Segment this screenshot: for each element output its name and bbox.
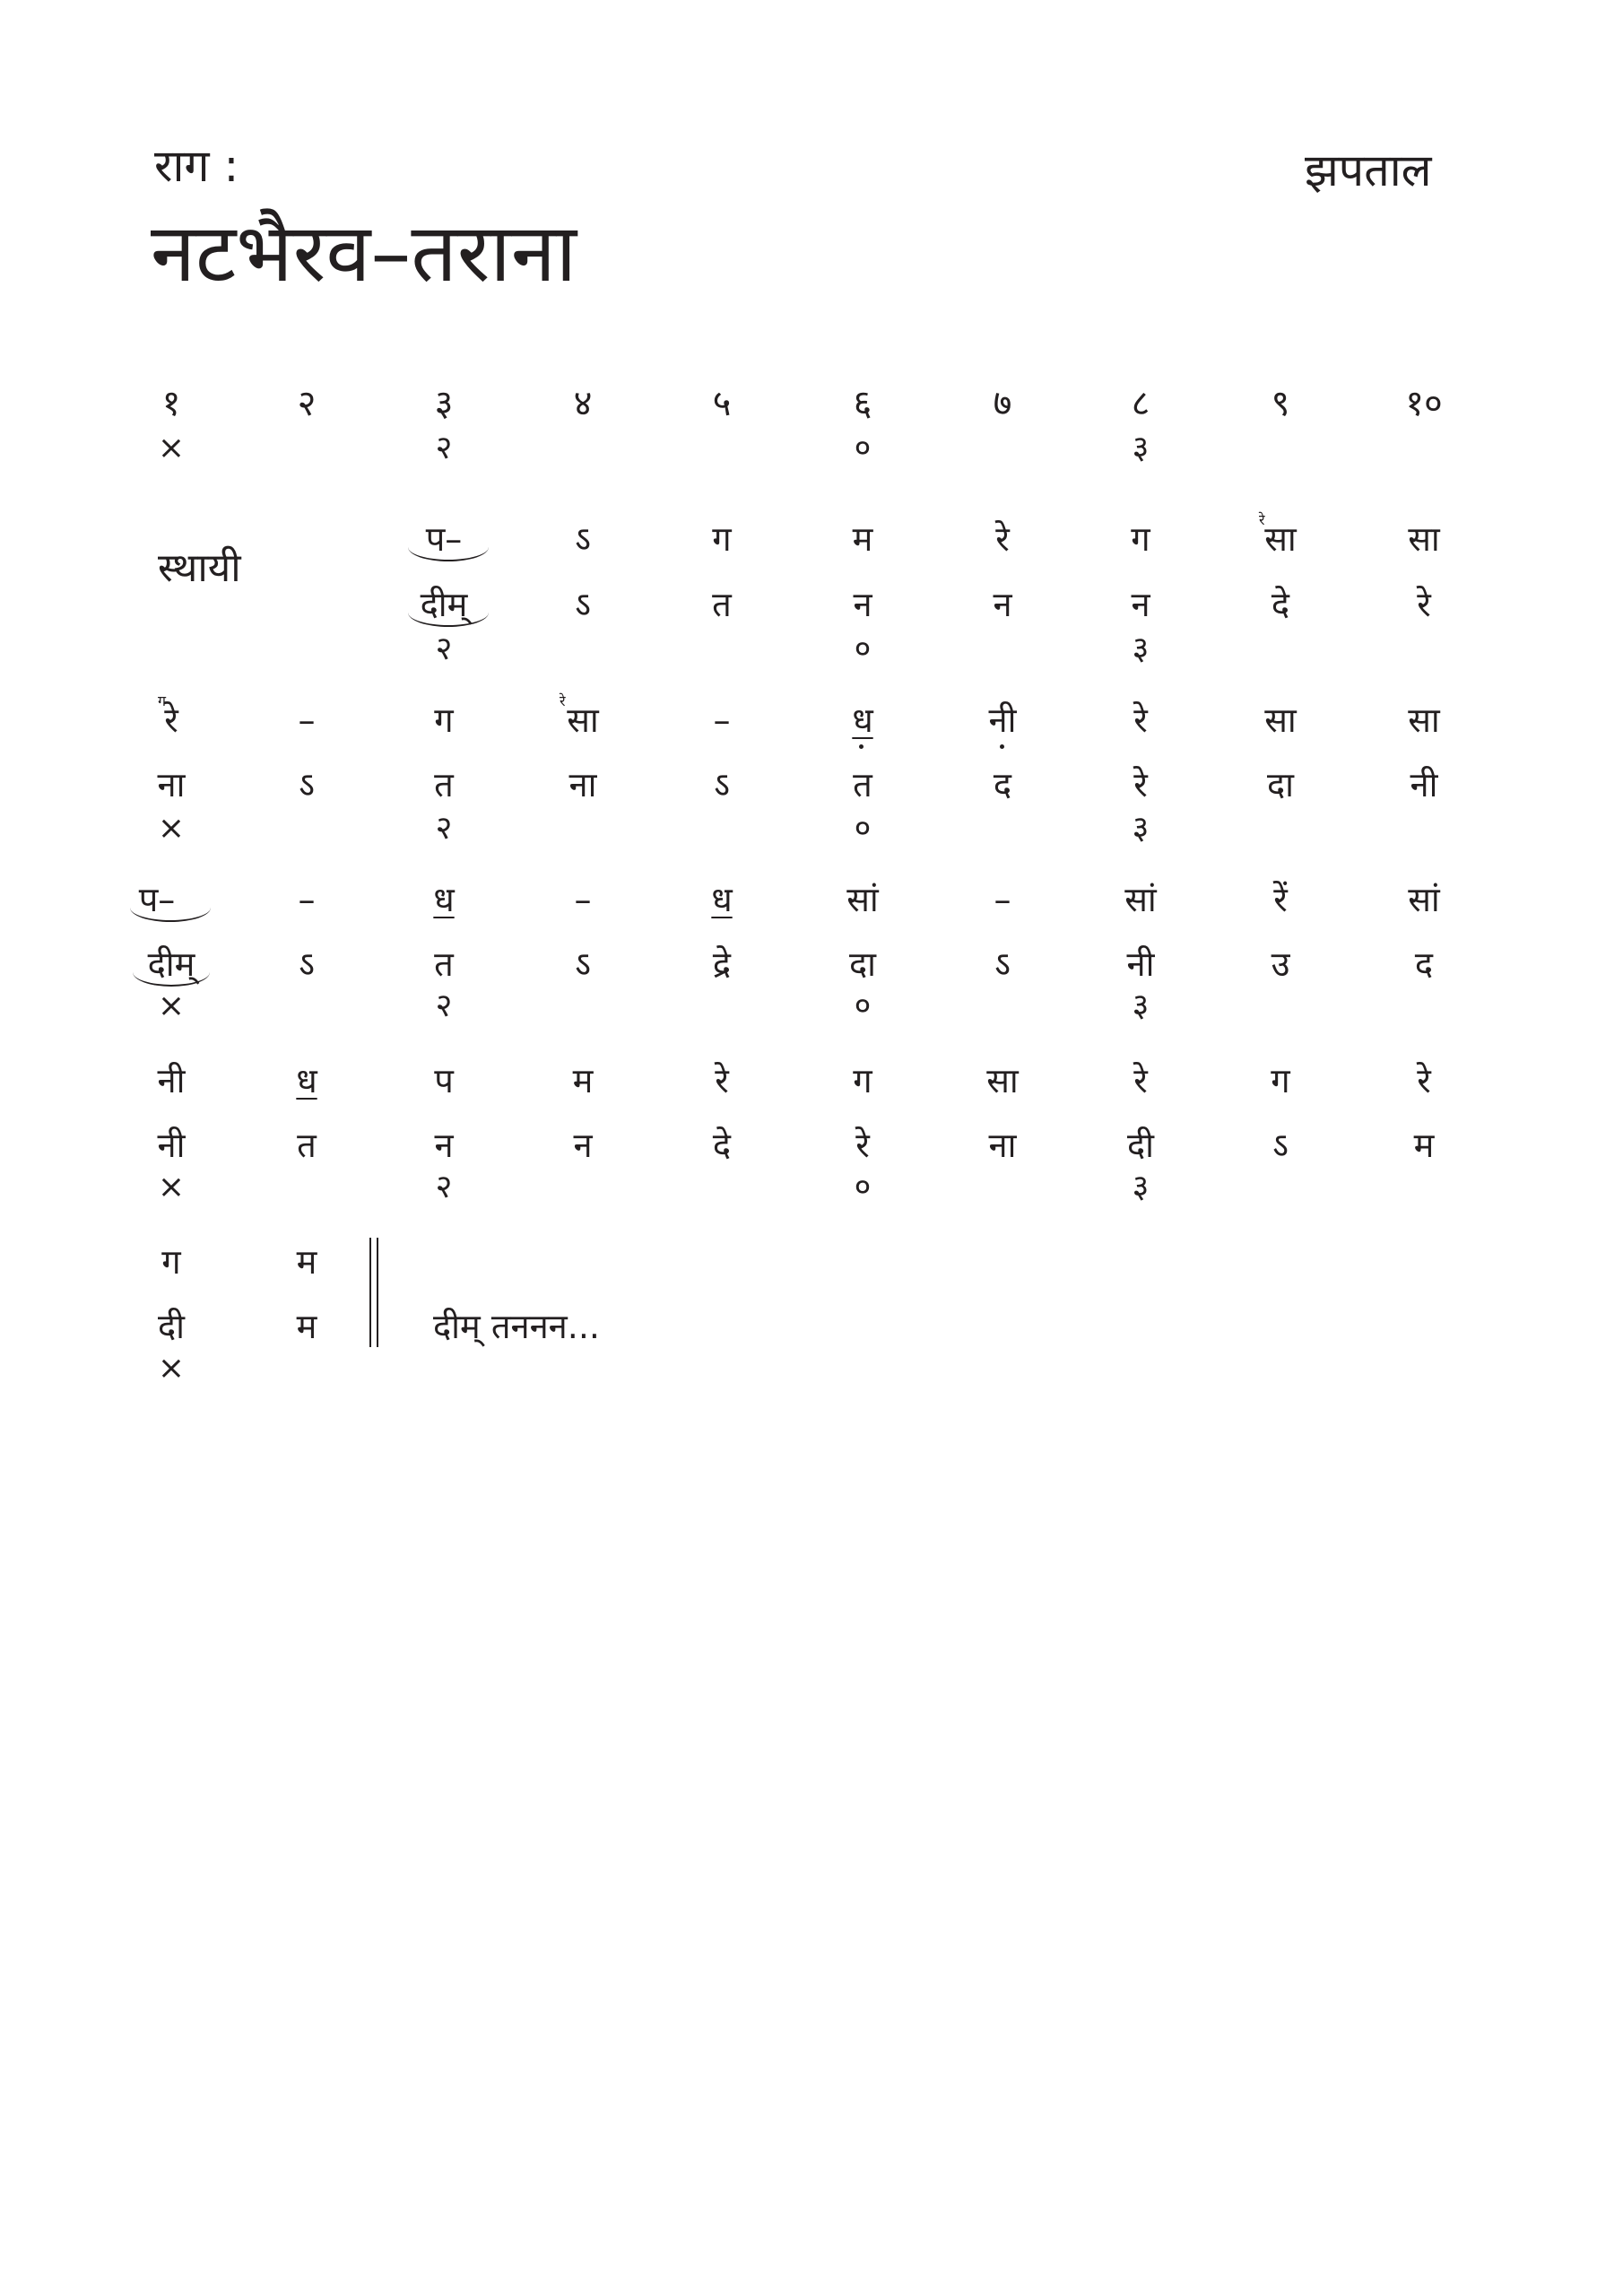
swar-note: ऽ	[575, 519, 591, 559]
swar-note: सां	[846, 880, 879, 919]
bol-syllable: रे	[855, 1126, 870, 1165]
swar-note-komal: ध	[296, 1061, 317, 1100]
swar-note: प–	[138, 880, 176, 919]
bol-syllable: रे	[1133, 765, 1148, 804]
swar-note: प–	[425, 519, 463, 559]
swar-note: रें	[1273, 880, 1288, 919]
swar-note: रे	[995, 519, 1010, 559]
swar-note: –	[994, 880, 1011, 919]
beat-number: ७	[993, 383, 1012, 424]
swar-note: नी	[157, 1061, 186, 1100]
swar-note: ग	[434, 700, 454, 740]
bol-syllable: ऽ	[1272, 1126, 1289, 1165]
bol-syllable: द्रे	[712, 944, 732, 984]
swar-note: सा	[567, 700, 599, 740]
taali-mark: २	[435, 430, 453, 466]
swar-note: ग	[161, 1242, 181, 1282]
bol-syllable: नी	[1410, 765, 1438, 804]
bol-syllable: दा	[1266, 765, 1295, 804]
swar-note: नी	[988, 700, 1017, 740]
bol-syllable: त	[712, 585, 732, 624]
bol-syllable: न	[993, 585, 1012, 624]
raag-label: राग :	[154, 140, 239, 192]
swar-note-komal: ध	[433, 880, 455, 919]
beat-number: ३	[434, 383, 454, 424]
swar-note: म	[296, 1242, 317, 1282]
khali-mark: ०	[854, 631, 872, 667]
swar-note: सा	[1264, 700, 1297, 740]
bol-syllable: नी	[157, 1126, 186, 1165]
kan-swar: रे	[560, 692, 566, 709]
bol-syllable: ना	[988, 1126, 1017, 1165]
swar-note: ग	[1131, 519, 1150, 559]
bol-syllable: न	[853, 585, 872, 624]
taali-mark: ३	[1132, 1169, 1150, 1205]
beat-number: १	[161, 383, 181, 424]
swar-note: रे	[1417, 1061, 1431, 1100]
swar-note: म	[852, 519, 873, 559]
bol-syllable: द	[993, 765, 1012, 804]
swar-note: –	[574, 880, 592, 919]
taal-name: झपताल	[1305, 144, 1432, 196]
beat-number: ९	[1271, 383, 1290, 424]
swar-note: रे	[715, 1061, 729, 1100]
taali-mark: ३	[1132, 631, 1150, 667]
bol-syllable: ऽ	[575, 944, 591, 984]
swar-note: –	[713, 700, 731, 740]
sam-mark: ×	[157, 1350, 186, 1387]
swar-note: सा	[1408, 519, 1440, 559]
swar-note: ग	[1271, 1061, 1290, 1100]
bol-syllable: दे	[712, 1126, 732, 1165]
khali-mark: ०	[854, 810, 872, 847]
bol-syllable: दीम्	[420, 585, 468, 624]
swar-note: –	[298, 700, 316, 740]
bol-syllable: रे	[1417, 585, 1431, 624]
bol-syllable: त	[434, 765, 454, 804]
taali-mark: ३	[1132, 810, 1150, 847]
bol-syllable: ऽ	[994, 944, 1011, 984]
bol-syllable: ना	[157, 765, 186, 804]
bol-syllable: न	[1131, 585, 1150, 624]
swar-note: रे	[1133, 700, 1148, 740]
double-barline	[377, 1238, 378, 1347]
swar-note: सा	[986, 1061, 1019, 1100]
sam-mark: ×	[157, 430, 186, 466]
taali-mark: २	[435, 1169, 453, 1205]
kan-swar: ग	[158, 692, 167, 709]
khali-mark: ०	[854, 1169, 872, 1205]
mandra-dot	[859, 744, 864, 749]
swar-note: ग	[712, 519, 732, 559]
bol-syllable: न	[434, 1126, 454, 1165]
bol-syllable: दी	[1126, 1126, 1155, 1165]
swar-note: सा	[1408, 700, 1440, 740]
taali-mark: ३	[1132, 430, 1150, 466]
bol-syllable: ऽ	[299, 944, 315, 984]
bol-syllable: द	[1414, 944, 1434, 984]
swar-note-komal: ध	[711, 880, 733, 919]
khali-mark: ०	[854, 987, 872, 1024]
bol-syllable: ना	[568, 765, 597, 804]
taali-mark: २	[435, 631, 453, 667]
swar-note: ग	[853, 1061, 872, 1100]
taali-mark: २	[435, 987, 453, 1024]
swar-note-komal: ध	[852, 700, 873, 740]
page-title: नटभैरव–तराना	[151, 206, 577, 300]
bol-syllable: ऽ	[299, 765, 315, 804]
bol-syllable: त	[853, 765, 872, 804]
bol-syllable: दे	[1271, 585, 1290, 624]
meend-slur	[130, 908, 211, 922]
bol-syllable: दी	[157, 1307, 186, 1346]
bol-syllable: नी	[1126, 944, 1155, 984]
sam-mark: ×	[157, 987, 186, 1024]
swar-note: –	[298, 880, 316, 919]
double-barline	[369, 1238, 371, 1347]
sam-mark: ×	[157, 1169, 186, 1205]
swar-note: रे	[1133, 1061, 1148, 1100]
bol-syllable: उ	[1271, 944, 1290, 984]
bol-syllable: दीम्	[147, 944, 195, 984]
bol-syllable: ऽ	[714, 765, 730, 804]
mandra-dot	[1000, 744, 1004, 749]
bol-syllable: म	[296, 1307, 317, 1346]
taali-mark: ३	[1132, 987, 1150, 1024]
bol-syllable: ऽ	[575, 585, 591, 624]
section-label-sthayi: स्थायी	[158, 545, 241, 591]
swar-note: सां	[1124, 880, 1157, 919]
beat-number: ६	[853, 383, 872, 424]
beat-number: २	[297, 383, 317, 424]
meend-slur	[408, 547, 489, 561]
continuation-text: दीम् तननन...	[433, 1307, 600, 1346]
bol-syllable: दा	[848, 944, 877, 984]
taali-mark: २	[435, 810, 453, 847]
kan-swar: रे	[1259, 511, 1265, 528]
swar-note: सां	[1408, 880, 1440, 919]
swar-note: रे	[164, 700, 178, 740]
sam-mark: ×	[157, 810, 186, 847]
meend-slur	[133, 972, 210, 987]
bol-syllable: न	[573, 1126, 593, 1165]
beat-number: ८	[1131, 383, 1150, 424]
beat-number: १०	[1405, 383, 1443, 424]
meend-slur	[408, 613, 489, 627]
bol-syllable: त	[297, 1126, 317, 1165]
khali-mark: ०	[854, 430, 872, 466]
swar-note: सा	[1264, 519, 1297, 559]
swar-note: प	[434, 1061, 454, 1100]
swar-note: म	[572, 1061, 594, 1100]
bol-syllable: म	[1413, 1126, 1435, 1165]
beat-number: ५	[712, 383, 732, 424]
bol-syllable: त	[434, 944, 454, 984]
beat-number: ४	[573, 383, 593, 424]
